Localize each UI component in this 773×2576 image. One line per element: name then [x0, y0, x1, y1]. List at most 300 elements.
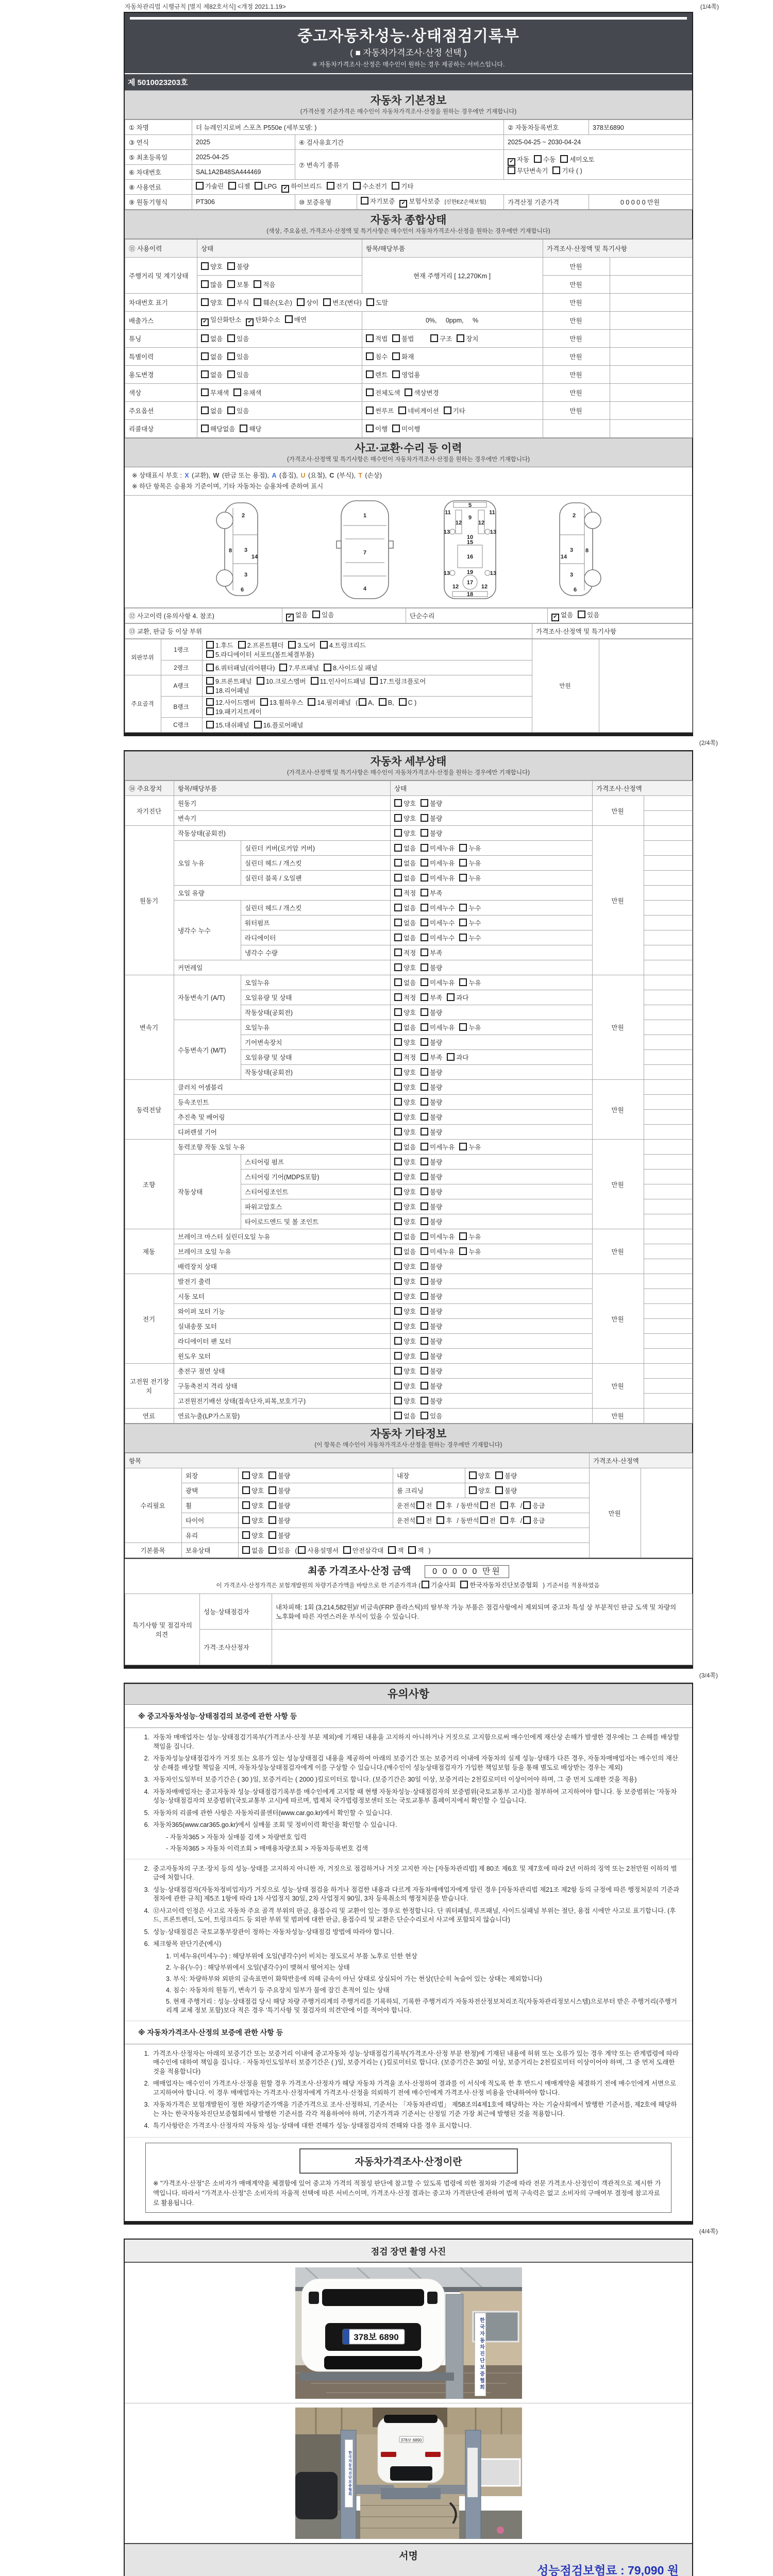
- checkbox-icon[interactable]: [447, 993, 455, 1001]
- checkbox-icon[interactable]: [394, 919, 402, 926]
- checkbox-option[interactable]: [394, 858, 416, 868]
- checkbox-option[interactable]: [500, 1501, 516, 1510]
- checkbox-icon[interactable]: [201, 280, 209, 288]
- checkbox-option[interactable]: [421, 1067, 442, 1077]
- checkbox-option[interactable]: [421, 1307, 442, 1316]
- checkbox-option[interactable]: [201, 315, 241, 326]
- checkbox-option[interactable]: [242, 1486, 264, 1495]
- checkbox-option[interactable]: [227, 406, 249, 415]
- checkbox-icon[interactable]: [297, 298, 305, 306]
- checkbox-option[interactable]: [279, 663, 319, 672]
- checkbox-icon[interactable]: [206, 707, 214, 715]
- checkbox-icon[interactable]: [279, 664, 287, 671]
- checkbox-icon[interactable]: [308, 698, 315, 706]
- checkbox-option[interactable]: [394, 1023, 416, 1032]
- checkbox-option[interactable]: [421, 918, 455, 927]
- checkbox-icon[interactable]: [421, 919, 428, 926]
- checkbox-option[interactable]: [421, 843, 455, 853]
- checkbox-option[interactable]: [298, 1546, 338, 1555]
- checkbox-option[interactable]: [227, 334, 249, 343]
- checkbox-option[interactable]: [560, 155, 594, 164]
- checkbox-icon[interactable]: [201, 298, 209, 306]
- checkbox-option[interactable]: [206, 663, 275, 672]
- checkbox-option[interactable]: [394, 1157, 416, 1166]
- checkbox-option[interactable]: [394, 1396, 416, 1405]
- checkbox-option[interactable]: [421, 1262, 442, 1271]
- checkbox-icon[interactable]: [416, 1516, 424, 1524]
- checkbox-option[interactable]: [459, 858, 481, 868]
- checkbox-checked-icon[interactable]: ✔: [201, 318, 209, 326]
- checkbox-option[interactable]: [366, 352, 388, 361]
- checkbox-option[interactable]: [421, 963, 442, 972]
- checkbox-icon[interactable]: [436, 1501, 444, 1509]
- checkbox-icon[interactable]: [238, 641, 246, 649]
- checkbox-icon[interactable]: [421, 904, 428, 911]
- checkbox-icon[interactable]: [206, 664, 214, 671]
- checkbox-icon[interactable]: [495, 1471, 503, 1479]
- checkbox-icon[interactable]: [388, 1546, 396, 1554]
- checkbox-icon[interactable]: [312, 611, 320, 618]
- checkbox-icon[interactable]: [523, 1501, 531, 1509]
- checkbox-icon[interactable]: [421, 1083, 428, 1091]
- checkbox-icon[interactable]: [394, 993, 402, 1001]
- checkbox-option[interactable]: [323, 298, 362, 307]
- checkbox-option[interactable]: [286, 610, 308, 621]
- checkbox-icon[interactable]: [255, 182, 262, 190]
- checkbox-option[interactable]: [416, 1501, 432, 1510]
- checkbox-icon[interactable]: [366, 298, 374, 306]
- checkbox-icon[interactable]: [228, 182, 236, 190]
- checkbox-icon[interactable]: [201, 334, 209, 342]
- checkbox-icon[interactable]: [227, 280, 235, 288]
- checkbox-option[interactable]: [459, 873, 481, 883]
- checkbox-option[interactable]: [421, 1366, 442, 1376]
- checkbox-option[interactable]: [324, 663, 377, 672]
- checkbox-icon[interactable]: [227, 352, 235, 360]
- checkbox-icon[interactable]: [227, 370, 235, 378]
- checkbox-option[interactable]: [421, 1247, 455, 1256]
- checkbox-option[interactable]: [260, 698, 304, 707]
- checkbox-option[interactable]: [268, 1486, 290, 1495]
- checkbox-option[interactable]: [459, 843, 481, 853]
- checkbox-icon[interactable]: [421, 874, 428, 882]
- checkbox-option[interactable]: [394, 1217, 416, 1226]
- checkbox-icon[interactable]: [421, 1277, 428, 1285]
- checkbox-checked-icon[interactable]: ✔: [286, 614, 294, 621]
- checkbox-option[interactable]: [447, 993, 468, 1002]
- checkbox-icon[interactable]: [421, 1008, 428, 1016]
- checkbox-option[interactable]: [508, 155, 529, 166]
- checkbox-option[interactable]: [421, 1038, 442, 1047]
- checkbox-icon[interactable]: [421, 1247, 428, 1255]
- checkbox-icon[interactable]: [311, 677, 318, 685]
- checkbox-option[interactable]: [394, 1202, 416, 1211]
- checkbox-icon[interactable]: [421, 1337, 428, 1345]
- checkbox-option[interactable]: [394, 1008, 416, 1017]
- checkbox-option[interactable]: [421, 1202, 442, 1211]
- checkbox-option[interactable]: [246, 315, 280, 326]
- checkbox-icon[interactable]: [421, 1412, 428, 1419]
- checkbox-icon[interactable]: [421, 1128, 428, 1136]
- checkbox-icon[interactable]: [394, 844, 402, 852]
- checkbox-option[interactable]: [257, 676, 306, 686]
- checkbox-option[interactable]: [459, 978, 481, 987]
- checkbox-icon[interactable]: [447, 1053, 455, 1061]
- checkbox-icon[interactable]: [379, 698, 386, 706]
- checkbox-icon[interactable]: [394, 889, 402, 896]
- checkbox-option[interactable]: [422, 1580, 456, 1589]
- checkbox-option[interactable]: [394, 1336, 416, 1346]
- checkbox-option[interactable]: [370, 676, 426, 686]
- checkbox-option[interactable]: [242, 1501, 264, 1510]
- checkbox-option[interactable]: [311, 676, 366, 686]
- checkbox-icon[interactable]: [578, 611, 585, 618]
- checkbox-icon[interactable]: [394, 859, 402, 867]
- checkbox-option[interactable]: [268, 1471, 290, 1480]
- checkbox-icon[interactable]: [242, 1471, 250, 1479]
- checkbox-icon[interactable]: [240, 425, 247, 432]
- checkbox-icon[interactable]: [398, 406, 406, 414]
- checkbox-option[interactable]: [416, 1516, 432, 1525]
- checkbox-option[interactable]: [227, 298, 249, 307]
- checkbox-option[interactable]: [421, 1127, 442, 1137]
- checkbox-option[interactable]: [394, 1381, 416, 1391]
- checkbox-icon[interactable]: [394, 1202, 402, 1210]
- checkbox-icon[interactable]: [552, 166, 560, 174]
- checkbox-icon[interactable]: [421, 1232, 428, 1240]
- checkbox-icon[interactable]: [394, 1397, 402, 1404]
- checkbox-option[interactable]: [394, 888, 416, 897]
- checkbox-option[interactable]: [469, 1486, 491, 1495]
- checkbox-option[interactable]: [459, 918, 481, 927]
- checkbox-icon[interactable]: [421, 963, 428, 971]
- checkbox-option[interactable]: [288, 640, 315, 650]
- checkbox-option[interactable]: [447, 1053, 468, 1062]
- checkbox-option[interactable]: [297, 298, 318, 307]
- checkbox-option[interactable]: [523, 1501, 545, 1510]
- checkbox-icon[interactable]: [457, 334, 464, 342]
- checkbox-option[interactable]: [240, 424, 261, 433]
- checkbox-icon[interactable]: [254, 280, 261, 288]
- checkbox-option[interactable]: [366, 370, 388, 379]
- checkbox-option[interactable]: [201, 388, 229, 397]
- checkbox-option[interactable]: [508, 166, 548, 175]
- checkbox-icon[interactable]: [421, 1158, 428, 1165]
- checkbox-option[interactable]: [394, 1366, 416, 1376]
- checkbox-icon[interactable]: [324, 664, 331, 671]
- checkbox-icon[interactable]: [394, 1277, 402, 1285]
- checkbox-icon[interactable]: [206, 698, 214, 706]
- checkbox-icon[interactable]: [421, 1202, 428, 1210]
- checkbox-option[interactable]: [254, 280, 275, 289]
- checkbox-icon[interactable]: [394, 1143, 402, 1150]
- checkbox-option[interactable]: [379, 698, 394, 706]
- checkbox-icon[interactable]: [459, 1023, 467, 1031]
- checkbox-icon[interactable]: [394, 1158, 402, 1165]
- checkbox-option[interactable]: [394, 918, 416, 927]
- checkbox-icon[interactable]: [421, 1217, 428, 1225]
- checkbox-icon[interactable]: [394, 1232, 402, 1240]
- checkbox-icon[interactable]: [421, 1292, 428, 1300]
- checkbox-option[interactable]: [578, 610, 599, 619]
- checkbox-icon[interactable]: [500, 1501, 508, 1509]
- checkbox-option[interactable]: [327, 181, 348, 191]
- checkbox-icon[interactable]: [495, 1486, 503, 1494]
- checkbox-option[interactable]: [421, 1082, 442, 1092]
- checkbox-icon[interactable]: [394, 814, 402, 822]
- checkbox-option[interactable]: [206, 707, 262, 716]
- checkbox-icon[interactable]: [206, 677, 214, 685]
- checkbox-icon[interactable]: [242, 1516, 250, 1524]
- checkbox-option[interactable]: [394, 933, 416, 942]
- checkbox-icon[interactable]: [421, 1322, 428, 1330]
- checkbox-option[interactable]: [394, 963, 416, 972]
- checkbox-option[interactable]: [394, 1067, 416, 1077]
- checkbox-icon[interactable]: [394, 963, 402, 971]
- checkbox-option[interactable]: [430, 334, 452, 343]
- checkbox-icon[interactable]: [421, 934, 428, 941]
- checkbox-icon[interactable]: [366, 425, 374, 432]
- checkbox-icon[interactable]: [408, 1546, 416, 1554]
- checkbox-icon[interactable]: [285, 315, 293, 323]
- checkbox-option[interactable]: [206, 698, 256, 707]
- checkbox-icon[interactable]: [233, 388, 241, 396]
- checkbox-icon[interactable]: [444, 406, 451, 414]
- checkbox-icon[interactable]: [459, 904, 467, 911]
- checkbox-icon[interactable]: [366, 388, 374, 396]
- checkbox-icon[interactable]: [421, 1367, 428, 1375]
- checkbox-option[interactable]: [421, 1172, 442, 1181]
- checkbox-option[interactable]: [394, 843, 416, 853]
- checkbox-icon[interactable]: [421, 948, 428, 956]
- checkbox-option[interactable]: [392, 352, 414, 361]
- checkbox-option[interactable]: [227, 370, 249, 379]
- checkbox-checked-icon[interactable]: ✔: [508, 158, 515, 166]
- checkbox-option[interactable]: [392, 181, 413, 191]
- checkbox-option[interactable]: [436, 1516, 452, 1525]
- checkbox-option[interactable]: [421, 814, 442, 823]
- checkbox-option[interactable]: [228, 181, 250, 191]
- checkbox-icon[interactable]: [459, 919, 467, 926]
- checkbox-option[interactable]: [201, 352, 223, 361]
- checkbox-icon[interactable]: [257, 677, 264, 685]
- checkbox-option[interactable]: [399, 196, 440, 208]
- checkbox-icon[interactable]: [227, 298, 235, 306]
- checkbox-icon[interactable]: [227, 262, 235, 270]
- checkbox-icon[interactable]: [392, 425, 400, 432]
- checkbox-icon[interactable]: [242, 1546, 250, 1554]
- checkbox-option[interactable]: [421, 1277, 442, 1286]
- checkbox-icon[interactable]: [268, 1486, 276, 1494]
- checkbox-icon[interactable]: [359, 698, 366, 706]
- checkbox-icon[interactable]: [370, 677, 378, 685]
- checkbox-icon[interactable]: [298, 1546, 306, 1554]
- checkbox-option[interactable]: [394, 1097, 416, 1107]
- checkbox-option[interactable]: [366, 406, 394, 415]
- checkbox-icon[interactable]: [394, 1322, 402, 1330]
- checkbox-option[interactable]: [388, 1546, 404, 1555]
- checkbox-icon[interactable]: [469, 1486, 477, 1494]
- checkbox-icon[interactable]: [394, 1023, 402, 1031]
- checkbox-option[interactable]: [421, 1112, 442, 1122]
- checkbox-option[interactable]: [421, 873, 455, 883]
- checkbox-option[interactable]: [196, 181, 224, 191]
- checkbox-option[interactable]: [227, 352, 249, 361]
- checkbox-option[interactable]: [353, 181, 387, 191]
- checkbox-option[interactable]: [405, 388, 439, 397]
- checkbox-option[interactable]: [534, 155, 556, 164]
- checkbox-icon[interactable]: [201, 262, 209, 270]
- checkbox-icon[interactable]: [268, 1516, 276, 1524]
- checkbox-option[interactable]: [394, 1172, 416, 1181]
- checkbox-icon[interactable]: [392, 370, 400, 378]
- checkbox-option[interactable]: [394, 1038, 416, 1047]
- checkbox-icon[interactable]: [196, 182, 204, 190]
- checkbox-option[interactable]: [421, 828, 442, 838]
- checkbox-option[interactable]: [359, 698, 374, 706]
- checkbox-checked-icon[interactable]: ✔: [281, 185, 289, 193]
- checkbox-icon[interactable]: [394, 874, 402, 882]
- checkbox-icon[interactable]: [394, 1292, 402, 1300]
- checkbox-icon[interactable]: [206, 641, 214, 649]
- checkbox-icon[interactable]: [480, 1516, 488, 1524]
- checkbox-option[interactable]: [394, 993, 416, 1002]
- checkbox-icon[interactable]: [500, 1516, 508, 1524]
- checkbox-icon[interactable]: [268, 1546, 276, 1554]
- checkbox-icon[interactable]: [523, 1516, 531, 1524]
- checkbox-option[interactable]: [552, 166, 582, 175]
- checkbox-icon[interactable]: [394, 1098, 402, 1106]
- checkbox-option[interactable]: [421, 1008, 442, 1017]
- checkbox-option[interactable]: [421, 1232, 455, 1241]
- checkbox-option[interactable]: [459, 903, 481, 912]
- checkbox-option[interactable]: [308, 698, 351, 707]
- checkbox-icon[interactable]: [459, 1247, 467, 1255]
- checkbox-icon[interactable]: [394, 1173, 402, 1180]
- checkbox-icon[interactable]: [254, 298, 261, 306]
- checkbox-icon[interactable]: [394, 1128, 402, 1136]
- checkbox-option[interactable]: [495, 1471, 517, 1480]
- checkbox-icon[interactable]: [323, 298, 331, 306]
- checkbox-icon[interactable]: [394, 934, 402, 941]
- checkbox-option[interactable]: [480, 1501, 496, 1510]
- checkbox-option[interactable]: [233, 388, 261, 397]
- checkbox-icon[interactable]: [242, 1531, 250, 1539]
- checkbox-icon[interactable]: [366, 352, 374, 360]
- checkbox-option[interactable]: [460, 1580, 538, 1589]
- checkbox-icon[interactable]: [421, 1068, 428, 1076]
- checkbox-option[interactable]: [206, 686, 249, 695]
- checkbox-icon[interactable]: [421, 1352, 428, 1360]
- checkbox-option[interactable]: [480, 1516, 496, 1525]
- checkbox-icon[interactable]: [394, 1083, 402, 1091]
- checkbox-icon[interactable]: [436, 1516, 444, 1524]
- checkbox-icon[interactable]: [201, 352, 209, 360]
- checkbox-icon[interactable]: [421, 1143, 428, 1150]
- checkbox-option[interactable]: [421, 1097, 442, 1107]
- checkbox-option[interactable]: [459, 1232, 481, 1241]
- checkbox-icon[interactable]: [394, 1382, 402, 1389]
- checkbox-option[interactable]: [281, 181, 322, 193]
- checkbox-option[interactable]: [421, 1292, 442, 1301]
- checkbox-option[interactable]: [394, 828, 416, 838]
- checkbox-option[interactable]: [459, 933, 481, 942]
- checkbox-option[interactable]: [421, 1351, 442, 1361]
- checkbox-icon[interactable]: [421, 1307, 428, 1315]
- checkbox-icon[interactable]: [361, 197, 368, 205]
- checkbox-option[interactable]: [421, 1321, 442, 1331]
- checkbox-option[interactable]: [421, 993, 442, 1002]
- checkbox-icon[interactable]: [392, 182, 399, 190]
- checkbox-option[interactable]: [268, 1546, 290, 1555]
- checkbox-option[interactable]: [394, 1307, 416, 1316]
- checkbox-option[interactable]: [343, 1546, 383, 1555]
- checkbox-icon[interactable]: [480, 1501, 488, 1509]
- checkbox-icon[interactable]: [343, 1546, 351, 1554]
- checkbox-option[interactable]: [206, 640, 233, 650]
- checkbox-option[interactable]: [421, 1411, 442, 1420]
- checkbox-option[interactable]: [366, 424, 388, 433]
- checkbox-option[interactable]: [201, 280, 223, 289]
- checkbox-icon[interactable]: [353, 182, 361, 190]
- checkbox-option[interactable]: [444, 406, 465, 415]
- checkbox-icon[interactable]: [394, 1412, 402, 1419]
- checkbox-icon[interactable]: [206, 650, 214, 658]
- checkbox-icon[interactable]: [392, 352, 400, 360]
- checkbox-icon[interactable]: [327, 182, 334, 190]
- checkbox-icon[interactable]: [268, 1501, 276, 1509]
- checkbox-icon[interactable]: [394, 1307, 402, 1315]
- checkbox-option[interactable]: [238, 640, 284, 650]
- checkbox-icon[interactable]: [394, 1367, 402, 1375]
- checkbox-icon[interactable]: [394, 1262, 402, 1270]
- checkbox-option[interactable]: [421, 948, 442, 957]
- checkbox-icon[interactable]: [421, 1098, 428, 1106]
- checkbox-option[interactable]: [421, 903, 455, 912]
- checkbox-icon[interactable]: [459, 859, 467, 867]
- checkbox-option[interactable]: [523, 1516, 545, 1525]
- checkbox-icon[interactable]: [268, 1471, 276, 1479]
- checkbox-option[interactable]: [394, 1321, 416, 1331]
- checkbox-option[interactable]: [500, 1516, 516, 1525]
- checkbox-option[interactable]: [201, 298, 223, 307]
- checkbox-option[interactable]: [421, 1381, 442, 1391]
- checkbox-icon[interactable]: [242, 1501, 250, 1509]
- checkbox-option[interactable]: [394, 948, 416, 957]
- checkbox-icon[interactable]: [459, 844, 467, 852]
- checkbox-icon[interactable]: [421, 1023, 428, 1031]
- checkbox-icon[interactable]: [394, 1217, 402, 1225]
- checkbox-icon[interactable]: [206, 721, 214, 728]
- checkbox-option[interactable]: [392, 334, 414, 343]
- checkbox-option[interactable]: [421, 888, 442, 897]
- checkbox-icon[interactable]: [459, 978, 467, 986]
- checkbox-icon[interactable]: [560, 155, 568, 163]
- checkbox-option[interactable]: [392, 370, 420, 379]
- checkbox-icon[interactable]: [394, 1008, 402, 1016]
- checkbox-option[interactable]: [201, 334, 223, 343]
- checkbox-option[interactable]: [495, 1486, 517, 1495]
- checkbox-icon[interactable]: [469, 1471, 477, 1479]
- checkbox-icon[interactable]: [421, 993, 428, 1001]
- checkbox-option[interactable]: [394, 1082, 416, 1092]
- checkbox-icon[interactable]: [421, 844, 428, 852]
- checkbox-icon[interactable]: [459, 874, 467, 882]
- checkbox-icon[interactable]: [394, 978, 402, 986]
- checkbox-option[interactable]: [320, 640, 366, 650]
- checkbox-option[interactable]: [394, 1247, 416, 1256]
- checkbox-option[interactable]: [421, 1053, 442, 1062]
